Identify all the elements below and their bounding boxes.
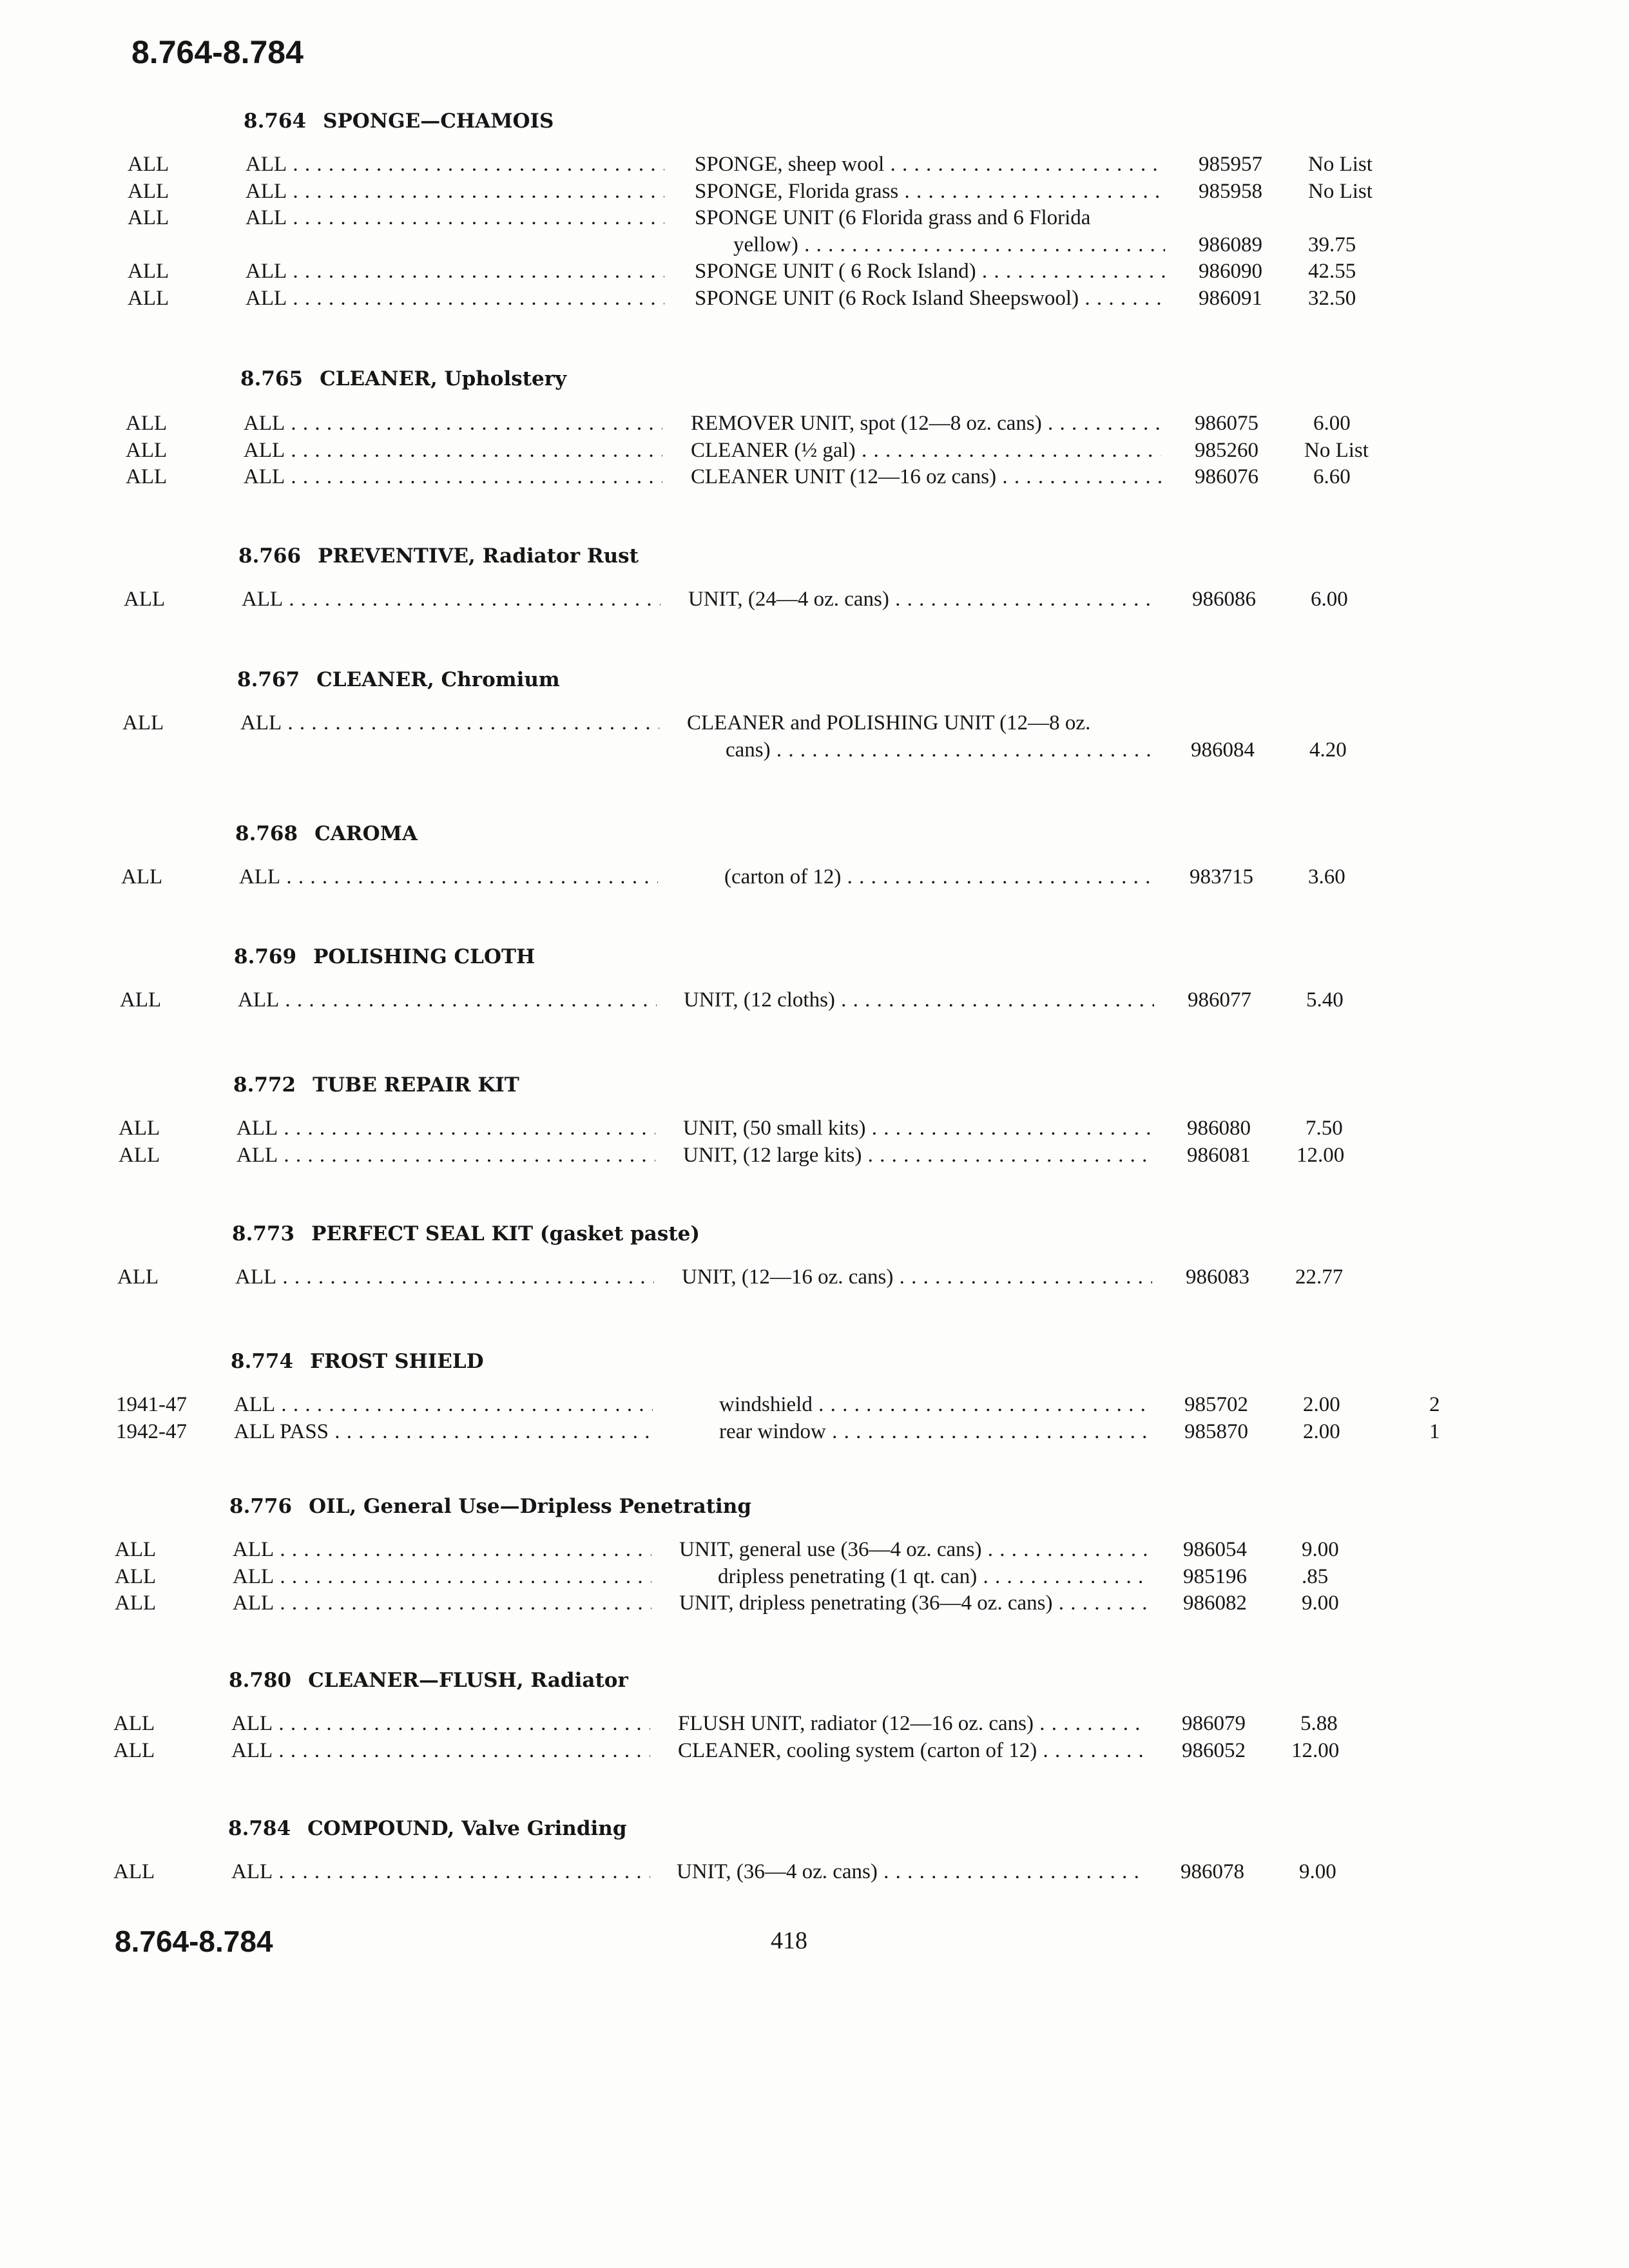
description-cell: cans) . . . [726,736,1157,764]
model-cell: ALL . . . [242,586,660,613]
quantity-cell: 1 [1429,1419,1440,1443]
table-row [0,1536,1629,1563]
part-number-cell: 986083 [1186,1265,1249,1289]
price-cell: 12.00 [1291,1738,1340,1762]
model-cell: ALL . . . [233,1590,651,1617]
table-row [0,1418,1629,1445]
model-cell: ALL . . . [231,1737,650,1764]
price-cell: No List [1304,438,1369,462]
table-row [0,736,1629,764]
group-number: 8.774 [231,1350,294,1373]
table-row [0,151,1629,178]
year-cell: ALL [115,1564,157,1588]
group-number: 8.780 [229,1669,292,1692]
year-cell: ALL [122,711,164,735]
group-title: POLISHING CLOTH [313,945,535,968]
price-cell: 3.60 [1308,865,1345,889]
description-cell: UNIT, (12 cloths) . . . [684,986,1154,1014]
table-row [0,178,1629,205]
group-title: SPONGE—CHAMOIS [323,110,554,133]
description-cell: CLEANER and POLISHING UNIT (12—8 oz. [687,711,1091,735]
part-number-cell: 986082 [1183,1591,1247,1615]
description-cell: UNIT, (12—16 oz. cans) . . . [682,1264,1152,1291]
model-cell: ALL PASS . . . [234,1418,653,1445]
price-cell: 7.50 [1306,1117,1343,1140]
table-row [0,1710,1629,1737]
section-heading [234,945,535,968]
table-row [0,709,1629,736]
group-number: 8.764 [244,110,307,133]
model-cell: ALL . . . [236,1115,655,1142]
model-cell: ALL . . . [246,285,664,312]
group-number: 8.767 [237,668,300,691]
description-cell: SPONGE UNIT (6 Florida grass and 6 Florida [695,206,1091,229]
year-cell: ALL [128,260,169,283]
quantity-cell: 2 [1429,1393,1440,1416]
part-number-cell: 985870 [1184,1419,1248,1443]
description-cell: UNIT, (36—4 oz. cans) . . . [677,1858,1147,1885]
year-cell: ALL [113,1860,155,1883]
group-number: 8.768 [235,822,298,845]
table-row [0,1391,1629,1418]
table-row [0,1590,1629,1617]
description-cell: SPONGE UNIT ( 6 Rock Island) . . . [695,258,1165,285]
description-cell: UNIT, dripless penetrating (36—4 oz. cans) . . . [679,1590,1150,1617]
part-number-cell: 986081 [1187,1143,1251,1167]
section-heading [237,668,560,691]
price-cell: No List [1308,179,1373,203]
table-row [0,1563,1629,1590]
table-row [0,410,1629,437]
model-cell: ALL . . . [246,204,664,231]
part-number-cell: 985957 [1199,153,1262,176]
section-heading [244,110,554,133]
price-cell: 39.75 [1308,233,1356,256]
part-number-cell: 986078 [1181,1860,1244,1883]
description-cell: (carton of 12) . . . [724,863,1156,890]
part-number-cell: 986080 [1187,1117,1251,1140]
part-number-cell: 985260 [1195,438,1258,462]
page-number: 418 [771,1927,807,1954]
section-heading [228,1817,627,1840]
description-cell: SPONGE, Florida grass . . . [695,178,1165,205]
year-cell: 1942-47 [116,1419,187,1443]
year-cell: ALL [120,988,162,1012]
price-cell: 6.00 [1313,412,1351,435]
model-cell: ALL . . . [233,1563,651,1590]
year-cell: ALL [113,1712,155,1735]
part-number-cell: 986086 [1192,588,1256,611]
description-cell: UNIT, (24—4 oz. cans) . . . [688,586,1159,613]
description-cell: FLUSH UNIT, radiator (12—16 oz. cans) . . . [678,1710,1148,1737]
description-cell: SPONGE UNIT (6 Rock Island Sheepswool) . . . [695,285,1165,312]
model-cell: ALL . . . [246,178,664,205]
description-cell: REMOVER UNIT, spot (12—8 oz. cans) . . . [691,410,1161,437]
model-cell: ALL . . . [239,863,658,890]
model-cell: ALL . . . [231,1858,650,1885]
year-cell: ALL [113,1738,155,1762]
price-cell: 12.00 [1296,1143,1345,1167]
part-number-cell: 986075 [1195,412,1258,435]
year-cell: ALL [119,1143,160,1167]
year-cell: ALL [117,1265,159,1289]
part-number-cell: 986077 [1188,988,1251,1012]
description-cell: UNIT, (50 small kits) . . . [683,1115,1153,1142]
part-number-cell: 986089 [1199,233,1262,256]
section-heading [231,1350,484,1373]
price-cell: 4.20 [1309,738,1347,762]
price-cell: 32.50 [1308,286,1356,310]
table-row [0,863,1629,890]
price-cell: No List [1308,153,1373,176]
price-cell: 2.00 [1303,1393,1340,1416]
table-row [0,986,1629,1014]
part-number-cell: 986079 [1182,1712,1246,1735]
table-row [0,1737,1629,1764]
part-number-cell: 986090 [1199,260,1262,283]
table-row [0,204,1629,231]
model-cell: ALL . . . [231,1710,650,1737]
table-row [0,1142,1629,1169]
group-title: CAROMA [314,822,418,845]
description-cell: rear window . . . [719,1418,1151,1445]
section-heading [229,1669,628,1692]
description-cell: SPONGE, sheep wool . . . [695,151,1165,178]
section-heading [235,822,418,845]
table-row [0,258,1629,285]
group-number: 8.772 [233,1073,296,1097]
group-title: CLEANER, Upholstery [320,367,567,390]
group-number: 8.765 [240,367,304,390]
part-number-cell: 986076 [1195,465,1258,488]
section-heading [232,1222,700,1245]
group-number: 8.766 [238,544,302,568]
year-cell: 1941-47 [116,1393,187,1416]
description-cell: CLEANER, cooling system (carton of 12) . . . [678,1737,1148,1764]
part-number-cell: 986091 [1199,286,1262,310]
model-cell: ALL . . . [244,437,662,464]
price-cell: 6.60 [1313,465,1351,488]
year-cell: ALL [119,1117,160,1140]
group-title: TUBE REPAIR KIT [313,1073,519,1097]
year-cell: ALL [126,465,168,488]
price-cell: 22.77 [1295,1265,1344,1289]
part-number-cell: 983715 [1190,865,1253,889]
year-cell: ALL [126,438,168,462]
model-cell: ALL . . . [234,1391,653,1418]
price-cell: 5.88 [1300,1712,1338,1735]
section-heading [229,1495,751,1518]
model-cell: ALL . . . [236,1142,655,1169]
model-cell: ALL . . . [246,151,664,178]
year-cell: ALL [115,1591,157,1615]
part-number-cell: 985958 [1199,179,1262,203]
group-title: FROST SHIELD [310,1350,484,1373]
section-heading [238,544,639,568]
year-cell: ALL [126,412,168,435]
table-row [0,285,1629,312]
group-number: 8.769 [234,945,297,968]
year-cell: ALL [121,865,163,889]
year-cell: ALL [128,179,169,203]
table-row [0,231,1629,258]
part-number-cell: 986084 [1191,738,1255,762]
part-number-cell: 986052 [1182,1738,1246,1762]
model-cell: ALL . . . [244,410,662,437]
part-number-cell: 986054 [1183,1538,1247,1561]
description-cell: UNIT, (12 large kits) . . . [683,1142,1153,1169]
group-number: 8.776 [229,1495,293,1518]
section-heading [233,1073,519,1097]
part-number-cell: 985702 [1184,1393,1248,1416]
model-cell: ALL . . . [246,258,664,285]
model-cell: ALL . . . [235,1264,654,1291]
model-cell: ALL . . . [244,463,662,490]
section-heading [240,367,566,390]
group-number: 8.784 [228,1817,291,1840]
price-cell: 5.40 [1306,988,1344,1012]
table-row [0,1858,1629,1885]
table-row [0,1115,1629,1142]
page-footer-range: 8.764-8.784 [115,1925,273,1958]
group-title: COMPOUND, Valve Grinding [307,1817,627,1840]
price-cell: 9.00 [1299,1860,1336,1883]
year-cell: ALL [128,286,169,310]
group-title: CLEANER, Chromium [316,668,560,691]
description-cell: CLEANER UNIT (12—16 oz cans) . . . [691,463,1161,490]
price-cell: 9.00 [1302,1591,1339,1615]
part-number-cell: 985196 [1183,1564,1247,1588]
table-row [0,437,1629,464]
table-row [0,463,1629,490]
price-cell: 42.55 [1308,260,1356,283]
description-cell: windshield . . . [719,1391,1151,1418]
page-header-range: 8.764-8.784 [131,34,304,70]
description-cell: dripless penetrating (1 qt. can) . . . [718,1563,1150,1590]
model-cell: ALL . . . [233,1536,651,1563]
group-title: OIL, General Use—Dripless Penetrating [309,1495,751,1518]
description-cell: yellow) . . . [733,231,1165,258]
group-title: PERFECT SEAL KIT (gasket paste) [311,1222,700,1245]
table-row [0,1264,1629,1291]
price-cell: .85 [1302,1564,1329,1588]
group-title: CLEANER—FLUSH, Radiator [308,1669,628,1692]
description-cell: CLEANER (½ gal) . . . [691,437,1161,464]
year-cell: ALL [115,1538,157,1561]
group-title: PREVENTIVE, Radiator Rust [318,544,639,568]
model-cell: ALL . . . [238,986,657,1014]
price-cell: 6.00 [1311,588,1348,611]
year-cell: ALL [124,588,166,611]
year-cell: ALL [128,206,169,229]
model-cell: ALL . . . [240,709,659,736]
price-cell: 9.00 [1302,1538,1339,1561]
year-cell: ALL [128,153,169,176]
group-number: 8.773 [232,1222,295,1245]
price-cell: 2.00 [1303,1419,1340,1443]
description-cell: UNIT, general use (36—4 oz. cans) . . . [679,1536,1150,1563]
table-row [0,586,1629,613]
